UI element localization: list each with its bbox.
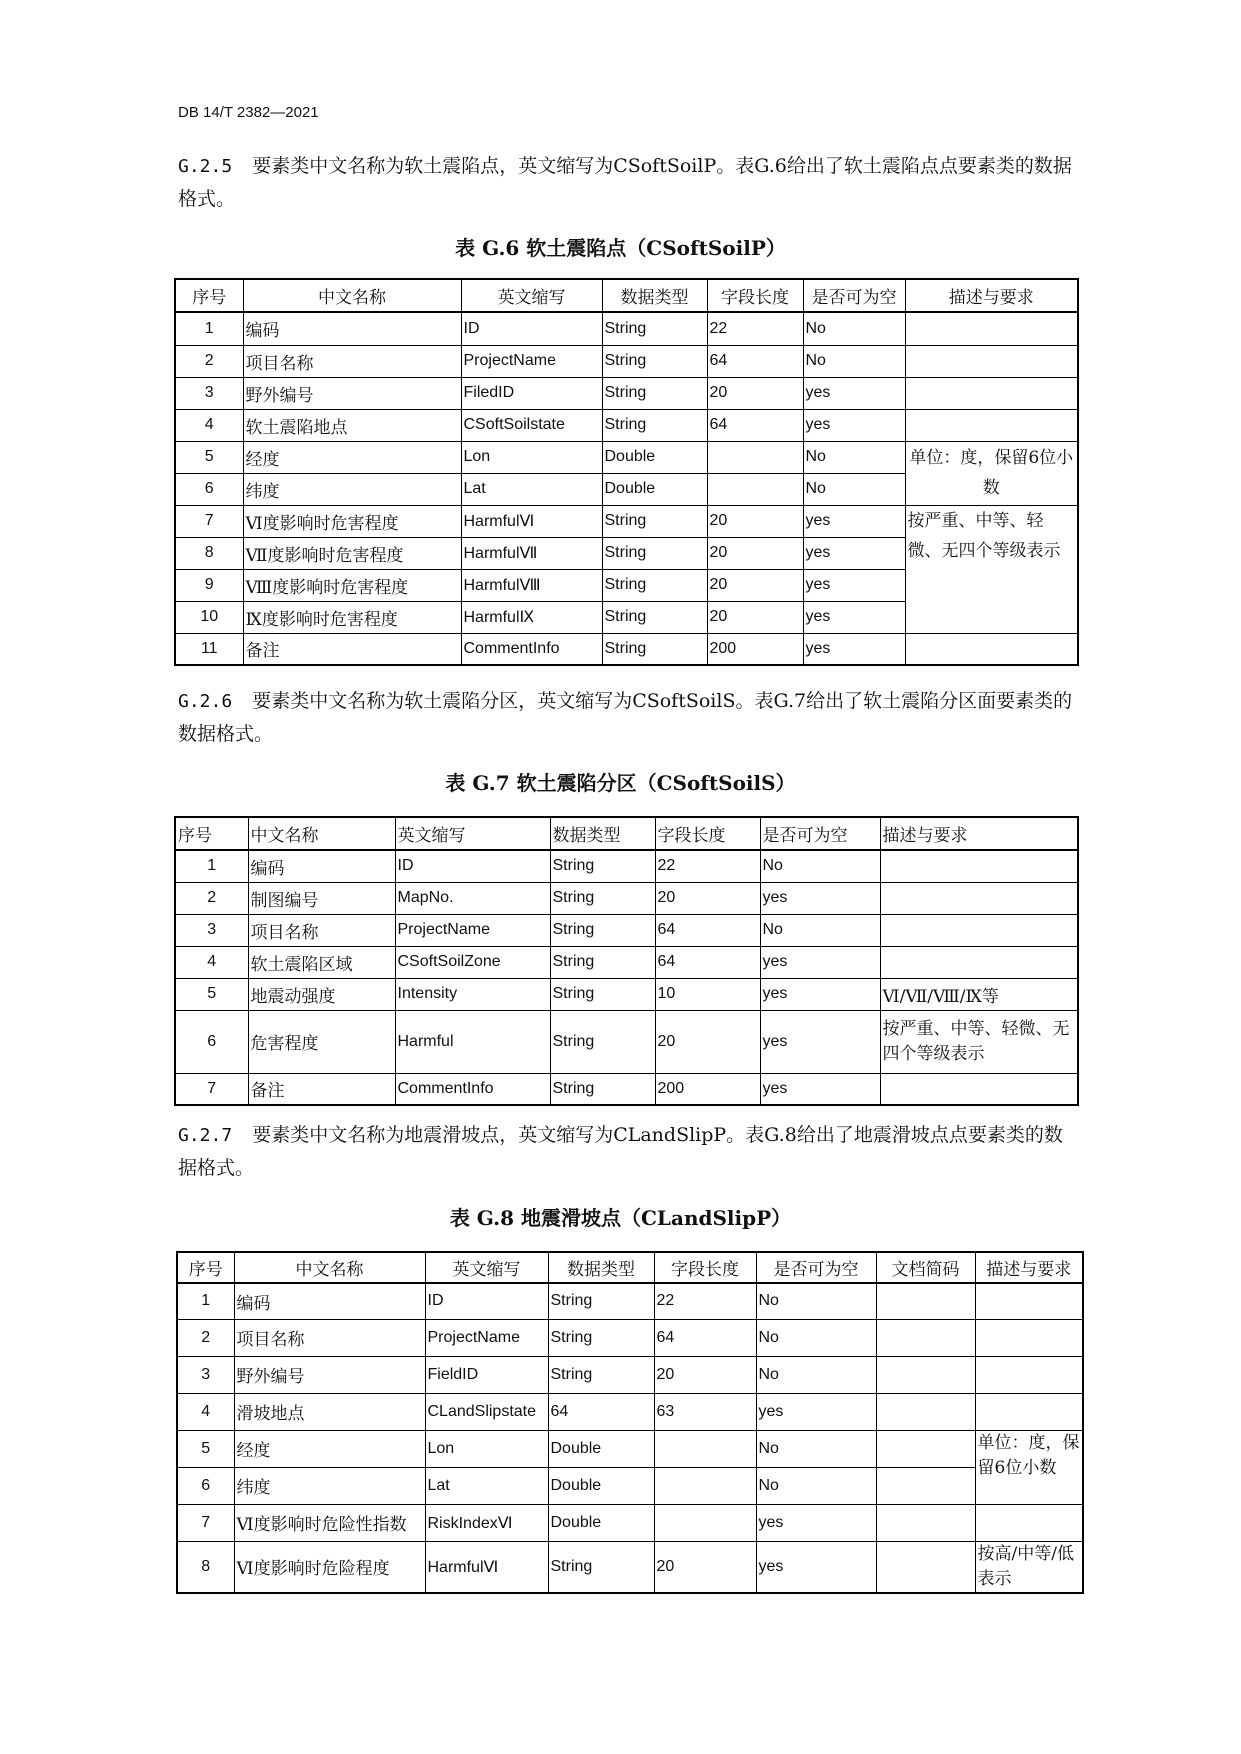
cell-length: 64 bbox=[654, 1319, 756, 1356]
cell-en-abbr: CSoftSoilZone bbox=[395, 946, 550, 978]
cell-no: 8 bbox=[177, 1541, 234, 1593]
table-header-row bbox=[175, 279, 1078, 312]
table-row bbox=[175, 345, 1078, 377]
cell-nullable: yes bbox=[803, 569, 905, 601]
cell-desc-harm: 按严重、中等、轻微、无四个等级表示 bbox=[905, 505, 1078, 633]
cell-type: String bbox=[548, 1283, 654, 1319]
cell-length: 20 bbox=[707, 377, 803, 409]
column-header: 描述与要求 bbox=[905, 279, 1078, 312]
cell-desc bbox=[905, 633, 1078, 665]
cell-length bbox=[654, 1430, 756, 1467]
cell-en-abbr: MapNo. bbox=[395, 882, 550, 914]
cell-type: String bbox=[550, 850, 655, 882]
cell-nullable: yes bbox=[760, 1010, 880, 1073]
table-row bbox=[177, 1541, 1083, 1593]
column-header: 中文名称 bbox=[234, 1252, 425, 1283]
cell-doc-code bbox=[876, 1283, 975, 1319]
table-g8 bbox=[176, 1251, 1084, 1594]
cell-no: 5 bbox=[175, 978, 248, 1010]
column-header: 字段长度 bbox=[707, 279, 803, 312]
cell-length: 20 bbox=[654, 1356, 756, 1393]
cell-nullable: yes bbox=[803, 377, 905, 409]
section-g-2-7 bbox=[178, 1119, 1078, 1185]
cell-length: 20 bbox=[654, 1541, 756, 1593]
section-number: G.2.5 bbox=[178, 156, 233, 177]
cell-type: String bbox=[602, 345, 707, 377]
cell-length bbox=[707, 441, 803, 473]
cell-cn-name: 备注 bbox=[243, 633, 461, 665]
cell-en-abbr: Lat bbox=[425, 1467, 548, 1504]
cell-type: String bbox=[550, 914, 655, 946]
section-text: 要素类中文名称为软土震陷分区，英文缩写为CSoftSoilS。表G.7给出了软土震陷分区面要素类的数据格式。 bbox=[178, 690, 1073, 745]
table-row bbox=[177, 1393, 1083, 1430]
cell-cn-name: Ⅸ度影响时危害程度 bbox=[243, 601, 461, 633]
cell-en-abbr: ProjectName bbox=[395, 914, 550, 946]
table-row bbox=[175, 633, 1078, 665]
cell-type: Double bbox=[548, 1504, 654, 1541]
cell-nullable: yes bbox=[760, 882, 880, 914]
cell-length: 22 bbox=[707, 312, 803, 345]
cell-length: 10 bbox=[655, 978, 760, 1010]
cell-desc bbox=[905, 312, 1078, 345]
cell-no: 7 bbox=[175, 505, 243, 537]
cell-no: 6 bbox=[177, 1467, 234, 1504]
cell-en-abbr: ID bbox=[461, 312, 602, 345]
cell-nullable: yes bbox=[803, 537, 905, 569]
cell-en-abbr: FiledID bbox=[461, 377, 602, 409]
cell-desc bbox=[975, 1319, 1083, 1356]
cell-type: String bbox=[550, 1010, 655, 1073]
cell-type: Double bbox=[602, 441, 707, 473]
cell-en-abbr: Lon bbox=[425, 1430, 548, 1467]
cell-type: String bbox=[550, 978, 655, 1010]
cell-cn-name: 项目名称 bbox=[234, 1319, 425, 1356]
cell-nullable: No bbox=[756, 1319, 876, 1356]
cell-cn-name: 纬度 bbox=[243, 473, 461, 505]
column-header: 字段长度 bbox=[655, 817, 760, 850]
cell-en-abbr: HarmfulⅥ bbox=[425, 1541, 548, 1593]
cell-cn-name: Ⅵ度影响时危险程度 bbox=[234, 1541, 425, 1593]
cell-no: 4 bbox=[175, 946, 248, 978]
cell-desc bbox=[975, 1283, 1083, 1319]
cell-cn-name: Ⅵ度影响时危害程度 bbox=[243, 505, 461, 537]
column-header: 数据类型 bbox=[602, 279, 707, 312]
section-text: 要素类中文名称为地震滑坡点，英文缩写为CLandSlipP。表G.8给出了地震滑坡点点要素类的数据格式。 bbox=[178, 1124, 1063, 1179]
cell-no: 6 bbox=[175, 473, 243, 505]
cell-length: 64 bbox=[655, 914, 760, 946]
cell-en-abbr: HarmfulⅥ bbox=[461, 505, 602, 537]
column-header: 描述与要求 bbox=[975, 1252, 1083, 1283]
section-number: G.2.7 bbox=[178, 1125, 233, 1146]
cell-nullable: yes bbox=[760, 978, 880, 1010]
cell-nullable: yes bbox=[756, 1393, 876, 1430]
cell-length: 200 bbox=[655, 1073, 760, 1105]
cell-desc bbox=[880, 882, 1078, 914]
table-g7 bbox=[174, 816, 1079, 1106]
cell-doc-code bbox=[876, 1504, 975, 1541]
cell-nullable: No bbox=[760, 850, 880, 882]
table-row bbox=[177, 1504, 1083, 1541]
cell-en-abbr: ProjectName bbox=[461, 345, 602, 377]
cell-length: 22 bbox=[654, 1283, 756, 1319]
cell-desc-lonlat: 单位：度，保留6位小数 bbox=[905, 441, 1078, 505]
table-header-row bbox=[177, 1252, 1083, 1283]
cell-cn-name: 经度 bbox=[243, 441, 461, 473]
cell-type: 64 bbox=[548, 1393, 654, 1430]
table-row bbox=[175, 312, 1078, 345]
cell-desc bbox=[880, 1073, 1078, 1105]
cell-en-abbr: ID bbox=[395, 850, 550, 882]
cell-type: Double bbox=[548, 1430, 654, 1467]
cell-length bbox=[707, 473, 803, 505]
column-header: 描述与要求 bbox=[880, 817, 1078, 850]
table-header-row bbox=[175, 817, 1078, 850]
cell-nullable: yes bbox=[760, 1073, 880, 1105]
cell-cn-name: 野外编号 bbox=[243, 377, 461, 409]
table-row bbox=[175, 978, 1078, 1010]
cell-length bbox=[654, 1467, 756, 1504]
cell-nullable: No bbox=[760, 914, 880, 946]
cell-cn-name: 制图编号 bbox=[248, 882, 395, 914]
cell-en-abbr: Harmful bbox=[395, 1010, 550, 1073]
table-row bbox=[177, 1467, 1083, 1504]
cell-no: 1 bbox=[177, 1283, 234, 1319]
cell-no: 8 bbox=[175, 537, 243, 569]
cell-no: 2 bbox=[175, 882, 248, 914]
cell-type: String bbox=[550, 946, 655, 978]
cell-type: Double bbox=[602, 473, 707, 505]
table-row bbox=[177, 1283, 1083, 1319]
cell-type: String bbox=[602, 377, 707, 409]
table-g6 bbox=[174, 278, 1079, 666]
cell-no: 1 bbox=[175, 850, 248, 882]
cell-no: 11 bbox=[175, 633, 243, 665]
cell-en-abbr: Lon bbox=[461, 441, 602, 473]
cell-nullable: yes bbox=[756, 1504, 876, 1541]
cell-length: 20 bbox=[707, 505, 803, 537]
cell-nullable: yes bbox=[756, 1541, 876, 1593]
cell-type: String bbox=[602, 409, 707, 441]
cell-en-abbr: RiskIndexⅥ bbox=[425, 1504, 548, 1541]
cell-type: String bbox=[548, 1541, 654, 1593]
column-header: 字段长度 bbox=[654, 1252, 756, 1283]
table8-caption: 表 G.8 地震滑坡点（CLandSlipP） bbox=[449, 1206, 792, 1230]
column-header: 英文缩写 bbox=[395, 817, 550, 850]
table-row bbox=[175, 441, 1078, 473]
cell-no: 4 bbox=[175, 409, 243, 441]
cell-cn-name: 野外编号 bbox=[234, 1356, 425, 1393]
table-row bbox=[175, 882, 1078, 914]
cell-doc-code bbox=[876, 1541, 975, 1593]
cell-nullable: yes bbox=[803, 633, 905, 665]
cell-length: 20 bbox=[707, 601, 803, 633]
cell-en-abbr: HarmfulⅧ bbox=[461, 569, 602, 601]
cell-en-abbr: HarmfulⅨ bbox=[461, 601, 602, 633]
column-header: 是否可为空 bbox=[803, 279, 905, 312]
table6-caption: 表 G.6 软土震陷点（CSoftSoilP） bbox=[455, 236, 786, 260]
section-g-2-6 bbox=[178, 685, 1078, 751]
table-row bbox=[175, 946, 1078, 978]
cell-type: String bbox=[602, 633, 707, 665]
column-header: 英文缩写 bbox=[425, 1252, 548, 1283]
cell-nullable: No bbox=[803, 312, 905, 345]
column-header: 数据类型 bbox=[548, 1252, 654, 1283]
cell-nullable: No bbox=[803, 473, 905, 505]
cell-type: String bbox=[602, 312, 707, 345]
cell-desc: 按严重、中等、轻微、无四个等级表示 bbox=[880, 1010, 1078, 1073]
cell-no: 5 bbox=[177, 1430, 234, 1467]
cell-cn-name: Ⅶ度影响时危害程度 bbox=[243, 537, 461, 569]
cell-doc-code bbox=[876, 1393, 975, 1430]
cell-cn-name: 危害程度 bbox=[248, 1010, 395, 1073]
cell-desc: 按高/中等/低表示 bbox=[975, 1541, 1083, 1593]
cell-no: 3 bbox=[175, 377, 243, 409]
table-row bbox=[175, 1073, 1078, 1105]
cell-cn-name: 软土震陷地点 bbox=[243, 409, 461, 441]
cell-nullable: yes bbox=[803, 409, 905, 441]
section-text: 要素类中文名称为软土震陷点，英文缩写为CSoftSoilP。表G.6给出了软土震陷点点要素类的数据格式。 bbox=[178, 155, 1072, 210]
cell-length: 64 bbox=[655, 946, 760, 978]
cell-no: 9 bbox=[175, 569, 243, 601]
cell-doc-code bbox=[876, 1319, 975, 1356]
cell-no: 7 bbox=[175, 1073, 248, 1105]
column-header: 是否可为空 bbox=[756, 1252, 876, 1283]
document-header: DB 14/T 2382—2021 bbox=[178, 104, 319, 121]
cell-nullable: yes bbox=[760, 946, 880, 978]
cell-desc bbox=[975, 1356, 1083, 1393]
table-row bbox=[177, 1319, 1083, 1356]
cell-cn-name: 编码 bbox=[248, 850, 395, 882]
column-header: 序号 bbox=[175, 279, 243, 312]
cell-length: 64 bbox=[707, 345, 803, 377]
cell-en-abbr: HarmfulⅦ bbox=[461, 537, 602, 569]
cell-type: String bbox=[548, 1319, 654, 1356]
column-header: 英文缩写 bbox=[461, 279, 602, 312]
cell-desc bbox=[880, 914, 1078, 946]
column-header: 序号 bbox=[177, 1252, 234, 1283]
cell-no: 7 bbox=[177, 1504, 234, 1541]
table-row bbox=[175, 850, 1078, 882]
cell-desc bbox=[975, 1504, 1083, 1541]
cell-cn-name: 备注 bbox=[248, 1073, 395, 1105]
cell-no: 10 bbox=[175, 601, 243, 633]
cell-nullable: No bbox=[756, 1467, 876, 1504]
cell-length: 200 bbox=[707, 633, 803, 665]
column-header: 中文名称 bbox=[243, 279, 461, 312]
cell-length: 20 bbox=[707, 569, 803, 601]
cell-en-abbr: CSoftSoilstate bbox=[461, 409, 602, 441]
section-number: G.2.6 bbox=[178, 691, 233, 712]
cell-no: 1 bbox=[175, 312, 243, 345]
cell-cn-name: 编码 bbox=[234, 1283, 425, 1319]
cell-cn-name: 项目名称 bbox=[248, 914, 395, 946]
table-row bbox=[175, 1010, 1078, 1073]
cell-nullable: No bbox=[756, 1430, 876, 1467]
cell-desc bbox=[975, 1393, 1083, 1430]
cell-en-abbr: FieldID bbox=[425, 1356, 548, 1393]
cell-nullable: No bbox=[803, 345, 905, 377]
cell-type: String bbox=[550, 1073, 655, 1105]
cell-desc-lonlat: 单位：度，保留6位小数 bbox=[975, 1430, 1083, 1504]
cell-length: 22 bbox=[655, 850, 760, 882]
cell-doc-code bbox=[876, 1430, 975, 1467]
cell-no: 2 bbox=[175, 345, 243, 377]
column-header: 序号 bbox=[175, 817, 248, 850]
cell-length: 20 bbox=[655, 1010, 760, 1073]
cell-cn-name: 经度 bbox=[234, 1430, 425, 1467]
cell-desc bbox=[905, 409, 1078, 441]
cell-nullable: No bbox=[756, 1283, 876, 1319]
cell-desc bbox=[880, 850, 1078, 882]
section-g-2-5 bbox=[178, 150, 1078, 216]
cell-type: String bbox=[602, 569, 707, 601]
cell-en-abbr: Lat bbox=[461, 473, 602, 505]
table-row bbox=[175, 409, 1078, 441]
cell-en-abbr: ProjectName bbox=[425, 1319, 548, 1356]
cell-no: 5 bbox=[175, 441, 243, 473]
cell-cn-name: 纬度 bbox=[234, 1467, 425, 1504]
cell-nullable: No bbox=[803, 441, 905, 473]
cell-en-abbr: CommentInfo bbox=[395, 1073, 550, 1105]
cell-nullable: yes bbox=[803, 505, 905, 537]
cell-cn-name: Ⅷ度影响时危害程度 bbox=[243, 569, 461, 601]
column-header: 是否可为空 bbox=[760, 817, 880, 850]
cell-cn-name: 滑坡地点 bbox=[234, 1393, 425, 1430]
cell-en-abbr: ID bbox=[425, 1283, 548, 1319]
table-row bbox=[175, 377, 1078, 409]
column-header: 中文名称 bbox=[248, 817, 395, 850]
cell-en-abbr: CommentInfo bbox=[461, 633, 602, 665]
cell-doc-code bbox=[876, 1467, 975, 1504]
cell-type: String bbox=[548, 1356, 654, 1393]
table-row bbox=[177, 1356, 1083, 1393]
table-row bbox=[175, 505, 1078, 537]
table-row bbox=[177, 1430, 1083, 1467]
cell-length: 20 bbox=[655, 882, 760, 914]
cell-cn-name: Ⅵ度影响时危险性指数 bbox=[234, 1504, 425, 1541]
cell-length bbox=[654, 1504, 756, 1541]
cell-en-abbr: Intensity bbox=[395, 978, 550, 1010]
cell-doc-code bbox=[876, 1356, 975, 1393]
cell-type: Double bbox=[548, 1467, 654, 1504]
cell-cn-name: 编码 bbox=[243, 312, 461, 345]
cell-desc bbox=[905, 377, 1078, 409]
cell-desc bbox=[905, 345, 1078, 377]
cell-cn-name: 地震动强度 bbox=[248, 978, 395, 1010]
cell-no: 4 bbox=[177, 1393, 234, 1430]
cell-cn-name: 软土震陷区域 bbox=[248, 946, 395, 978]
cell-length: 64 bbox=[707, 409, 803, 441]
column-header: 数据类型 bbox=[550, 817, 655, 850]
cell-type: String bbox=[550, 882, 655, 914]
column-header: 文档简码 bbox=[876, 1252, 975, 1283]
cell-no: 2 bbox=[177, 1319, 234, 1356]
cell-no: 6 bbox=[175, 1010, 248, 1073]
cell-no: 3 bbox=[175, 914, 248, 946]
table7-caption: 表 G.7 软土震陷分区（CSoftSoilS） bbox=[445, 771, 796, 795]
cell-length: 63 bbox=[654, 1393, 756, 1430]
cell-type: String bbox=[602, 537, 707, 569]
table-row bbox=[175, 914, 1078, 946]
cell-nullable: No bbox=[756, 1356, 876, 1393]
cell-nullable: yes bbox=[803, 601, 905, 633]
cell-cn-name: 项目名称 bbox=[243, 345, 461, 377]
cell-length: 20 bbox=[707, 537, 803, 569]
cell-type: String bbox=[602, 601, 707, 633]
cell-desc: Ⅵ/Ⅶ/Ⅷ/Ⅸ等 bbox=[880, 978, 1078, 1010]
cell-type: String bbox=[602, 505, 707, 537]
cell-no: 3 bbox=[177, 1356, 234, 1393]
cell-en-abbr: CLandSlipstate bbox=[425, 1393, 548, 1430]
cell-desc bbox=[880, 946, 1078, 978]
